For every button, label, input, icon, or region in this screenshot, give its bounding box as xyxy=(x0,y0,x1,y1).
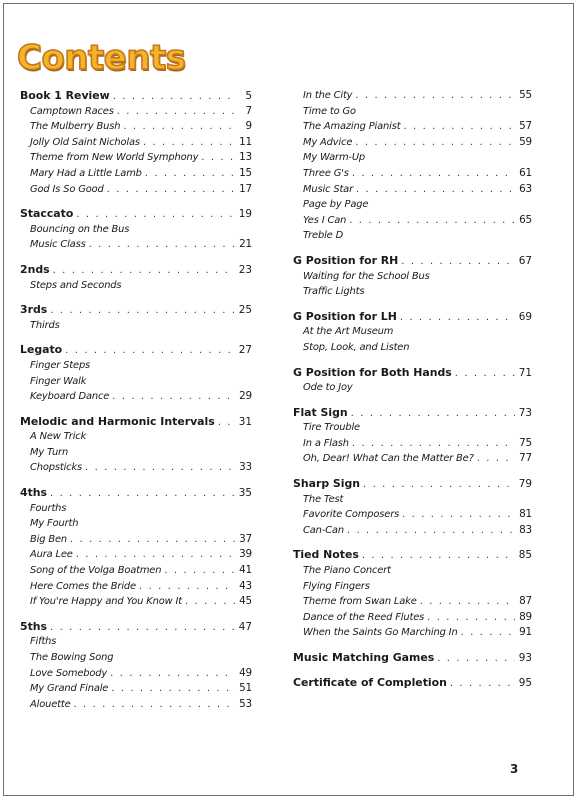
song-entry xyxy=(20,697,252,713)
song-title: In the City xyxy=(303,90,353,101)
song-entry xyxy=(293,420,532,436)
dot-leader xyxy=(50,303,235,318)
song-title: My Warm-Up xyxy=(303,152,366,164)
song-title: Theme from New World Symphony xyxy=(30,152,199,164)
song-entry xyxy=(20,650,252,666)
section-heading-entry xyxy=(20,619,252,635)
dot-leader xyxy=(201,150,235,166)
page-ref: 63 xyxy=(519,182,532,195)
page-ref: 29 xyxy=(239,390,252,403)
page-ref: 69 xyxy=(518,310,532,323)
song-title: Time to Go xyxy=(303,105,356,117)
page-ref: 51 xyxy=(239,682,252,695)
song-entry xyxy=(20,166,252,182)
song-entry xyxy=(293,182,532,198)
dot-leader xyxy=(143,135,235,151)
song-entry xyxy=(20,389,252,405)
song-entry xyxy=(293,166,532,182)
page-ref: 43 xyxy=(239,579,252,592)
dot-leader xyxy=(355,88,515,104)
page-ref: 95 xyxy=(518,676,532,689)
dot-leader xyxy=(352,166,515,182)
song-title: Steps and Seconds xyxy=(30,279,122,291)
page-ref: 21 xyxy=(239,238,252,251)
dot-leader xyxy=(50,620,235,635)
dot-leader xyxy=(65,343,235,358)
page-ref: 77 xyxy=(519,452,532,465)
song-title: Theme from Swan Lake xyxy=(303,596,417,608)
song-title: Aura Lee xyxy=(30,549,73,561)
song-title: Chopsticks xyxy=(30,462,83,474)
song-entry xyxy=(20,516,252,532)
section-heading-entry xyxy=(293,476,532,492)
song-entry xyxy=(20,579,252,595)
song-title: Waiting for the School Bus xyxy=(303,270,430,282)
song-title: Camptown Races xyxy=(30,105,114,117)
song-title: Ode to Joy xyxy=(303,382,353,394)
section-heading-entry xyxy=(293,365,532,381)
contents-section xyxy=(20,619,252,713)
song-entry xyxy=(293,380,532,396)
dot-leader xyxy=(139,579,235,595)
song-entry xyxy=(20,501,252,517)
dot-leader xyxy=(53,263,235,278)
section-heading: 3rds xyxy=(20,303,48,317)
song-entry xyxy=(293,594,532,610)
page-ref: 35 xyxy=(238,487,252,500)
page-ref: 27 xyxy=(238,344,252,357)
dot-leader xyxy=(218,415,235,430)
contents-section xyxy=(20,414,252,476)
page-ref: 45 xyxy=(239,595,252,608)
contents-section xyxy=(20,262,252,293)
song-entry xyxy=(20,237,252,253)
song-entry xyxy=(20,358,252,374)
contents-section xyxy=(293,650,532,666)
song-title: Dance of the Reed Flutes xyxy=(303,611,425,623)
song-entry xyxy=(20,150,252,166)
dot-leader xyxy=(455,366,515,381)
song-title: Yes I Can xyxy=(303,214,347,226)
song-title: The Mulberry Bush xyxy=(30,121,121,133)
song-title: Three G's xyxy=(303,167,349,179)
song-entry xyxy=(293,284,532,300)
song-entry xyxy=(293,563,532,579)
page-ref: 25 xyxy=(238,304,252,317)
dot-leader xyxy=(76,207,235,222)
page-ref: 37 xyxy=(239,532,252,545)
page-ref: 47 xyxy=(238,620,252,633)
contents-section xyxy=(20,302,252,333)
page-ref: 85 xyxy=(518,549,532,562)
section-heading: G Position for LH xyxy=(293,309,397,323)
song-entry xyxy=(20,222,252,238)
section-heading-entry xyxy=(293,547,532,563)
section-heading: Legato xyxy=(20,343,63,357)
page-ref: 53 xyxy=(239,697,252,710)
song-entry xyxy=(293,436,532,452)
song-entry xyxy=(293,625,532,641)
section-heading-entry xyxy=(20,414,252,430)
contents-section xyxy=(293,253,532,300)
dot-leader xyxy=(461,625,515,641)
dot-leader xyxy=(50,486,235,501)
page-ref: 65 xyxy=(519,213,532,226)
page-ref: 9 xyxy=(245,120,252,133)
song-title: My Fourth xyxy=(30,518,79,530)
contents-section xyxy=(293,675,532,691)
dot-leader xyxy=(164,563,235,579)
dot-leader xyxy=(420,594,515,610)
song-title: Music Class xyxy=(30,239,86,251)
song-entry xyxy=(20,445,252,461)
contents-section xyxy=(20,206,252,253)
song-title: Traffic Lights xyxy=(303,286,365,298)
page-ref: 31 xyxy=(238,415,252,428)
page-ref: 91 xyxy=(519,626,532,639)
song-title: Fifths xyxy=(30,636,57,648)
song-entry xyxy=(293,228,532,244)
page-ref: 23 xyxy=(238,263,252,276)
song-entry xyxy=(20,594,252,610)
song-title: Treble D xyxy=(303,230,344,242)
section-heading: Flat Sign xyxy=(293,405,348,419)
dot-leader xyxy=(355,135,515,151)
song-title: Can-Can xyxy=(303,524,344,536)
dot-leader xyxy=(112,389,235,405)
dot-leader xyxy=(400,310,515,325)
page-ref: 57 xyxy=(519,120,532,133)
section-heading-entry xyxy=(20,88,252,104)
page-ref: 41 xyxy=(239,564,252,577)
dot-leader xyxy=(349,213,515,229)
page-ref: 19 xyxy=(238,208,252,221)
song-entry xyxy=(293,104,532,120)
song-title: Oh, Dear! What Can the Matter Be? xyxy=(303,453,474,465)
dot-leader xyxy=(450,676,515,691)
song-title: Jolly Old Saint Nicholas xyxy=(30,136,140,148)
section-heading-entry xyxy=(293,405,532,421)
page-ref: 73 xyxy=(518,406,532,419)
page-ref: 15 xyxy=(239,166,252,179)
page-ref: 87 xyxy=(519,595,532,608)
song-entry xyxy=(293,523,532,539)
contents-column-right xyxy=(293,88,532,699)
song-entry xyxy=(20,666,252,682)
page-ref: 33 xyxy=(239,461,252,474)
contents-section xyxy=(293,476,532,538)
song-title: Finger Steps xyxy=(30,359,91,371)
song-entry xyxy=(293,451,532,467)
page-ref: 89 xyxy=(519,610,532,623)
song-entry xyxy=(20,563,252,579)
song-entry xyxy=(20,135,252,151)
dot-leader xyxy=(74,697,236,713)
dot-leader xyxy=(477,451,515,467)
dot-leader xyxy=(70,532,235,548)
section-heading-entry xyxy=(20,262,252,278)
dot-leader xyxy=(437,651,515,666)
song-title: The Bowing Song xyxy=(30,652,114,663)
song-entry xyxy=(20,318,252,334)
song-title: My Turn xyxy=(30,446,69,458)
song-entry xyxy=(20,374,252,390)
dot-leader xyxy=(123,119,235,135)
dot-leader xyxy=(351,406,515,421)
page-ref: 67 xyxy=(518,254,532,267)
song-title: Love Somebody xyxy=(30,667,108,679)
song-entry xyxy=(20,429,252,445)
page-ref: 75 xyxy=(519,436,532,449)
page-ref: 93 xyxy=(518,652,532,664)
song-entry xyxy=(20,547,252,563)
song-entry xyxy=(20,278,252,294)
dot-leader xyxy=(110,666,235,682)
section-heading: Music Matching Games xyxy=(293,651,435,664)
song-title: God Is So Good xyxy=(30,183,104,195)
section-heading-entry xyxy=(293,675,532,691)
dot-leader xyxy=(85,460,235,476)
song-title: My Advice xyxy=(303,136,353,148)
song-entry xyxy=(293,119,532,135)
song-entry xyxy=(293,340,532,356)
page-ref: 49 xyxy=(239,666,252,679)
song-entry xyxy=(20,460,252,476)
section-heading: Melodic and Harmonic Intervals xyxy=(20,414,215,428)
page-ref: 17 xyxy=(239,182,252,195)
song-title: The Test xyxy=(303,493,344,505)
page-number: 3 xyxy=(510,762,519,776)
contents-section xyxy=(293,88,532,244)
page-ref: 7 xyxy=(245,104,252,117)
page-ref: 39 xyxy=(239,548,252,561)
song-title: Stop, Look, and Listen xyxy=(303,341,410,353)
contents-section xyxy=(293,405,532,467)
section-heading: G Position for RH xyxy=(293,253,399,267)
section-heading-entry xyxy=(293,309,532,325)
section-heading-entry xyxy=(293,650,532,666)
page-ref: 79 xyxy=(518,478,532,491)
song-entry xyxy=(20,119,252,135)
song-entry xyxy=(293,135,532,151)
dot-leader xyxy=(111,681,235,697)
song-title: The Amazing Pianist xyxy=(303,121,401,133)
dot-leader xyxy=(427,610,515,626)
section-heading-entry xyxy=(20,206,252,222)
page-ref: 13 xyxy=(239,151,252,164)
song-title: Thirds xyxy=(30,319,60,331)
section-heading: G Position for Both Hands xyxy=(293,365,452,379)
page-title: Contents xyxy=(17,38,186,78)
song-title: Bouncing on the Bus xyxy=(30,223,130,235)
song-title: In a Flash xyxy=(303,437,349,449)
song-entry xyxy=(293,88,532,104)
contents-column-left xyxy=(20,88,252,721)
song-title: Alouette xyxy=(30,698,71,710)
song-entry xyxy=(293,492,532,508)
song-title: Flying Fingers xyxy=(303,580,370,592)
song-entry xyxy=(293,213,532,229)
song-entry xyxy=(293,197,532,213)
section-heading: 5ths xyxy=(20,619,48,633)
contents-section xyxy=(293,365,532,396)
dot-leader xyxy=(347,523,515,539)
page-ref: 55 xyxy=(519,89,532,101)
contents-section xyxy=(293,309,532,356)
section-heading: Book 1 Review xyxy=(20,89,110,102)
song-title: If You're Happy and You Know It xyxy=(30,596,182,608)
section-heading-entry xyxy=(20,485,252,501)
song-title: Keyboard Dance xyxy=(30,391,110,403)
contents-section xyxy=(20,342,252,404)
song-title: Fourths xyxy=(30,502,67,514)
page-ref: 11 xyxy=(239,135,252,148)
song-title: Tire Trouble xyxy=(303,422,360,434)
contents-section xyxy=(20,485,252,610)
dot-leader xyxy=(356,182,515,198)
dot-leader xyxy=(117,104,235,120)
song-title: Big Ben xyxy=(30,533,67,545)
page-ref: 83 xyxy=(519,523,532,536)
song-entry xyxy=(293,150,532,166)
section-heading: 4ths xyxy=(20,486,48,500)
song-title: The Piano Concert xyxy=(303,565,391,577)
contents-section xyxy=(293,547,532,641)
song-title: Finger Walk xyxy=(30,375,87,387)
dot-leader xyxy=(363,477,515,492)
song-title: When the Saints Go Marching In xyxy=(303,627,458,639)
song-entry xyxy=(293,269,532,285)
page-ref: 5 xyxy=(245,90,252,102)
page-ref: 71 xyxy=(518,366,532,379)
song-title: A New Trick xyxy=(30,431,87,443)
contents-section xyxy=(20,88,252,197)
dot-leader xyxy=(403,119,515,135)
dot-leader xyxy=(145,166,235,182)
song-entry xyxy=(20,681,252,697)
dot-leader xyxy=(362,548,515,563)
dot-leader xyxy=(89,237,235,253)
song-title: Music Star xyxy=(303,183,353,195)
dot-leader xyxy=(107,182,235,198)
song-title: Page by Page xyxy=(303,199,369,211)
section-heading: Sharp Sign xyxy=(293,477,361,491)
song-entry xyxy=(20,532,252,548)
song-title: Here Comes the Bride xyxy=(30,580,136,592)
section-heading-entry xyxy=(20,302,252,318)
song-title: Favorite Composers xyxy=(303,509,400,521)
section-heading: Certificate of Completion xyxy=(293,675,447,689)
page-ref: 81 xyxy=(519,508,532,521)
song-entry xyxy=(20,104,252,120)
dot-leader xyxy=(402,507,515,523)
section-heading-entry xyxy=(293,253,532,269)
song-entry xyxy=(293,579,532,595)
dot-leader xyxy=(76,547,235,563)
song-entry xyxy=(293,507,532,523)
dot-leader xyxy=(113,89,235,104)
song-title: Song of the Volga Boatmen xyxy=(30,565,162,577)
dot-leader xyxy=(401,254,515,269)
song-title: At the Art Museum xyxy=(303,326,394,338)
song-entry xyxy=(20,182,252,198)
section-heading: Staccato xyxy=(20,207,74,221)
song-title: Mary Had a Little Lamb xyxy=(30,167,142,179)
song-entry xyxy=(20,634,252,650)
song-entry xyxy=(293,324,532,340)
dot-leader xyxy=(352,436,515,452)
song-title: My Grand Finale xyxy=(30,683,109,695)
section-heading: Tied Notes xyxy=(293,548,359,562)
page-ref: 61 xyxy=(519,166,532,179)
section-heading: 2nds xyxy=(20,262,50,276)
song-entry xyxy=(293,610,532,626)
page-ref: 59 xyxy=(519,135,532,148)
section-heading-entry xyxy=(20,342,252,358)
dot-leader xyxy=(185,594,235,610)
